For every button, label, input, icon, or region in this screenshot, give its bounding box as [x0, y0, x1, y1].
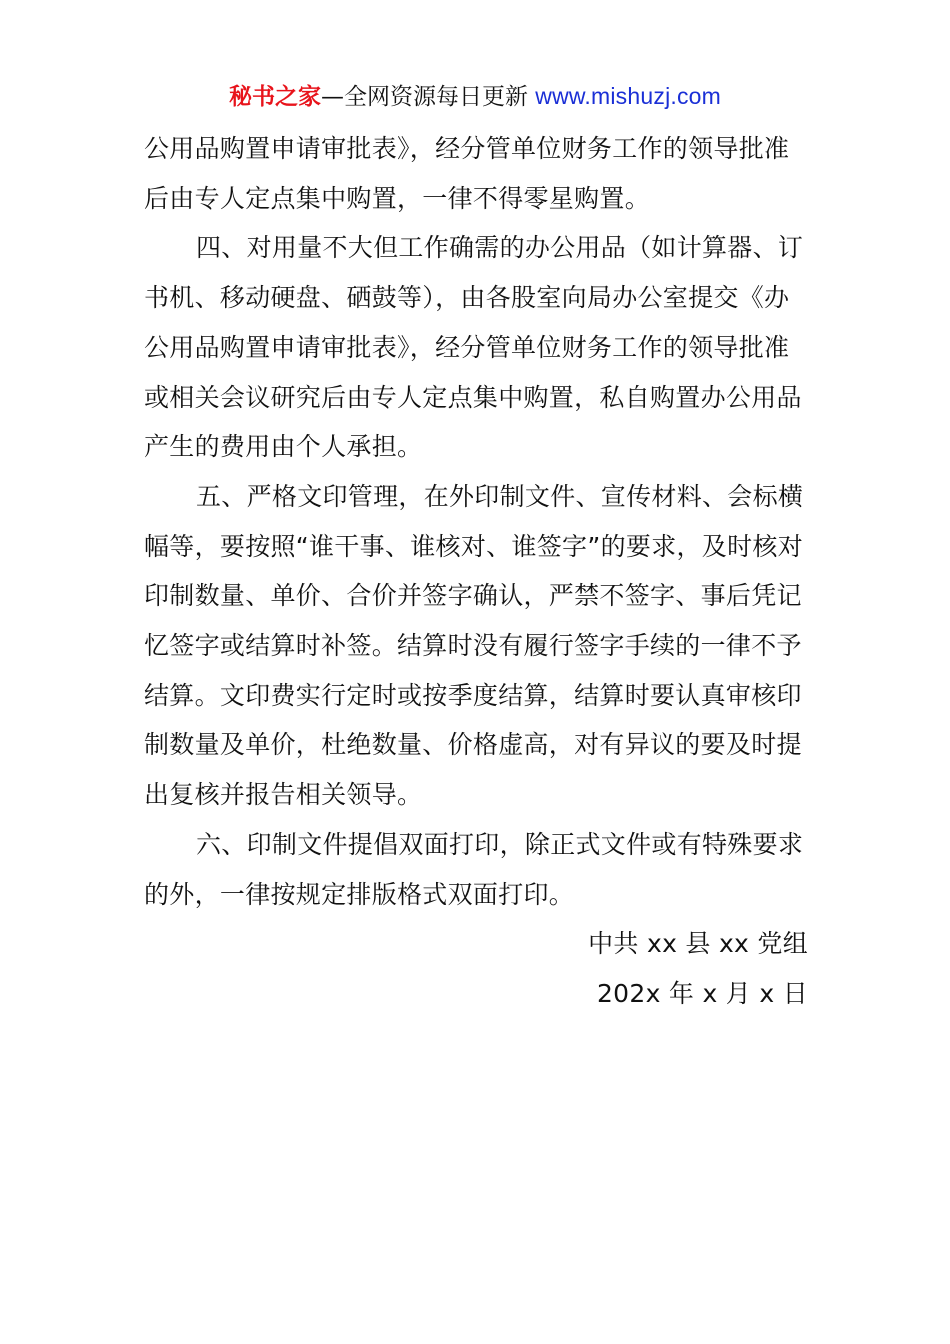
header-site-link[interactable]: www.mishuzj.com: [535, 83, 722, 109]
document-body: [144, 124, 808, 1019]
paragraph-item-5: 五、严格文印管理，在外印制文件、宣传材料、会标横幅等，要按照“谁干事、谁核对、谁签字”的要求，及时核对印制数量、单价、合价并签字确认，严禁不签字、事后凭记忆签字或结算时补签。结算时没有履行签字手续的一律不予结算。文印费实行定时或按季度结算，结算时要认真审核印制数量及单价，杜绝数量、价格虚高，对有异议的要及时提出复核并报告相关领导。: [144, 481, 804, 810]
header-tagline: —全网资源每日更新: [320, 84, 528, 110]
paragraph-continued: 公用品购置申请审批表》，经分管单位财务工作的领导批准后由专人定点集中购置，一律不得零星购置。: [144, 134, 790, 213]
paragraph-item-4: 四、对用量不大但工作确需的办公用品（如计算器、订书机、移动硬盘、硒鼓等），由各股室向局办公室提交《办公用品购置申请审批表》，经分管单位财务工作的领导批准或相关会议研究后由专人定点集中购置，私自购置办公用品产生的费用由个人承担。: [144, 233, 804, 462]
signature-date: 202x 年 x 月 x 日: [596, 978, 808, 1008]
header-brand: 秘书之家: [228, 84, 321, 110]
page-header: [0, 80, 950, 113]
paragraph-item-6: 六、印制文件提倡双面打印，除正式文件或有特殊要求的外，一律按规定排版格式双面打印。: [144, 829, 804, 909]
signature-org: 中共 xx 县 xx 党组: [588, 929, 808, 959]
